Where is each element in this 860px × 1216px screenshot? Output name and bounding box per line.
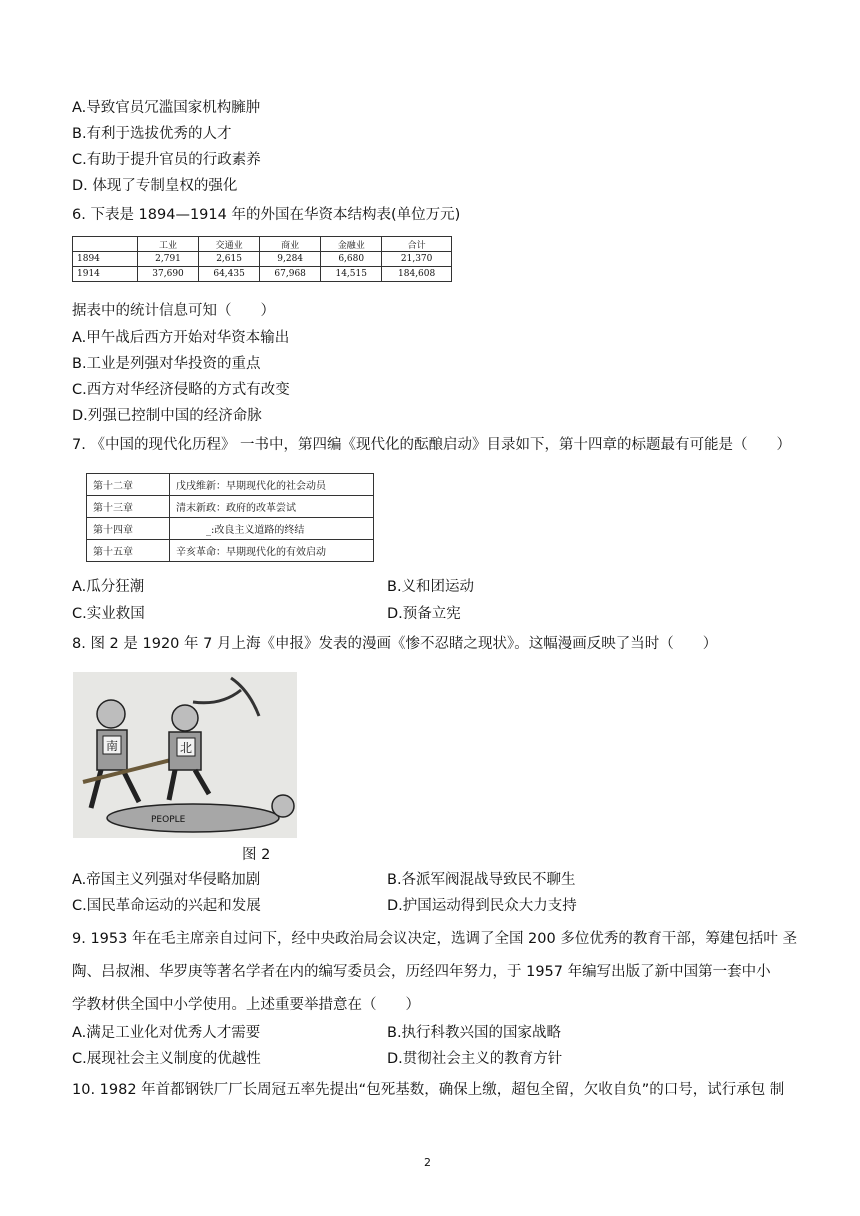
table-row [73, 252, 452, 267]
q5-option-a: A.导致官员冗滥国家机构臃肿 [72, 100, 261, 116]
table-header-row [73, 237, 452, 252]
q9-line-1: 9. 1953 年在毛主席亲自过问下，经中央政治局会议决定，选调了全国 200 多位优秀的教育干部，筹建包括叶 圣 [72, 931, 797, 947]
q6-stem: 6. 下表是 1894—1914 年的外国在华资本结构表(单位万元) [72, 207, 461, 223]
table-cell: 辛亥革命：早期现代化的有效启动 [170, 540, 374, 562]
table-header-cell: 金融业 [321, 237, 382, 252]
q8-option-d: D.护国运动得到民众大力支持 [387, 898, 577, 914]
table-row [87, 540, 374, 562]
q8-option-a: A.帝国主义列强对华侵略加剧 [72, 872, 261, 888]
q6-option-b: B.工业是列强对华投资的重点 [72, 356, 261, 372]
table-header-cell: 交通业 [199, 237, 260, 252]
table-cell: 6,680 [321, 252, 382, 267]
q6-option-d: D.列强已控制中国的经济命脉 [72, 408, 262, 424]
q8-stem: 8. 图 2 是 1920 年 7 月上海《申报》发表的漫画《惨不忍睹之现状》。这幅漫画反映了当时（ ） [72, 636, 718, 652]
q7-option-a: A.瓜分狂潮 [72, 579, 145, 595]
table-cell: 第十四章 [87, 518, 170, 540]
table-row [87, 518, 374, 540]
comic-label-south: 南 [105, 739, 119, 753]
q7-option-d: D.预备立宪 [387, 606, 461, 622]
q9-option-d: D.贯彻社会主义的教育方针 [387, 1051, 563, 1067]
table-cell: 第十五章 [87, 540, 170, 562]
q5-option-d: D. 体现了专制皇权的强化 [72, 178, 238, 194]
table-cell: 1914 [73, 267, 138, 282]
table-cell: 2,615 [199, 252, 260, 267]
q6-option-a: A.甲午战后西方开始对华资本输出 [72, 330, 290, 346]
table-cell: 21,370 [382, 252, 452, 267]
table-cell: 第十二章 [87, 474, 170, 496]
table-row [87, 474, 374, 496]
figure-caption: 图 2 [242, 847, 271, 863]
chapter-table [86, 473, 374, 562]
q6-option-c: C.西方对华经济侵略的方式有改变 [72, 382, 290, 398]
q6-prompt: 据表中的统计信息可知（ ） [72, 303, 275, 319]
table-cell: 1894 [73, 252, 138, 267]
table-cell: 第十三章 [87, 496, 170, 518]
table-cell: 戊戌维新：早期现代化的社会动员 [170, 474, 374, 496]
q9-option-a: A.满足工业化对优秀人才需要 [72, 1025, 261, 1041]
q10-stem: 10. 1982 年首都钢铁厂厂长周冠五率先提出“包死基数，确保上缴，超包全留，欠收自负”的口号，试行承包 制 [72, 1082, 785, 1098]
q7-stem: 7. 《中国的现代化历程》 一书中，第四编《现代化的酝酿启动》目录如下，第十四章的标题最有可能是（ ） [72, 437, 792, 453]
table-cell: 64,435 [199, 267, 260, 282]
table-row [87, 496, 374, 518]
table-header-cell: 商业 [260, 237, 321, 252]
table-cell: 37,690 [138, 267, 199, 282]
table-cell: 9,284 [260, 252, 321, 267]
table-cell: 184,608 [382, 267, 452, 282]
q7-option-c: C.实业救国 [72, 606, 145, 622]
q5-option-c: C.有助于提升官员的行政素养 [72, 152, 261, 168]
q5-option-b: B.有利于选拔优秀的人才 [72, 126, 232, 142]
q8-option-b: B.各派军阀混战导致民不聊生 [387, 872, 576, 888]
q7-option-b: B.义和团运动 [387, 579, 475, 595]
table-header-cell: 工业 [138, 237, 199, 252]
comic-illustration [73, 672, 297, 838]
capital-structure-table [72, 236, 452, 282]
table-header-cell [73, 237, 138, 252]
table-cell: 14,515 [321, 267, 382, 282]
q9-line-2: 陶、吕叔湘、华罗庚等著名学者在内的编写委员会，历经四年努力，于 1957 年编写出版了新中国第一套中小 [72, 964, 771, 980]
q9-option-c: C.展现社会主义制度的优越性 [72, 1051, 261, 1067]
comic-label-people: PEOPLE [151, 815, 186, 825]
table-cell: 2,791 [138, 252, 199, 267]
table-cell: _:改良主义道路的终结 [170, 518, 374, 540]
table-row [73, 267, 452, 282]
page-number: 2 [424, 1156, 431, 1169]
q8-option-c: C.国民革命运动的兴起和发展 [72, 898, 261, 914]
table-cell: 67,968 [260, 267, 321, 282]
comic-label-north: 北 [179, 741, 193, 755]
table-cell: 清末新政：政府的改革尝试 [170, 496, 374, 518]
q9-line-3: 学教材供全国中小学使用。上述重要举措意在（ ） [72, 997, 420, 1013]
table-header-cell: 合计 [382, 237, 452, 252]
q9-option-b: B.执行科教兴国的国家战略 [387, 1025, 562, 1041]
